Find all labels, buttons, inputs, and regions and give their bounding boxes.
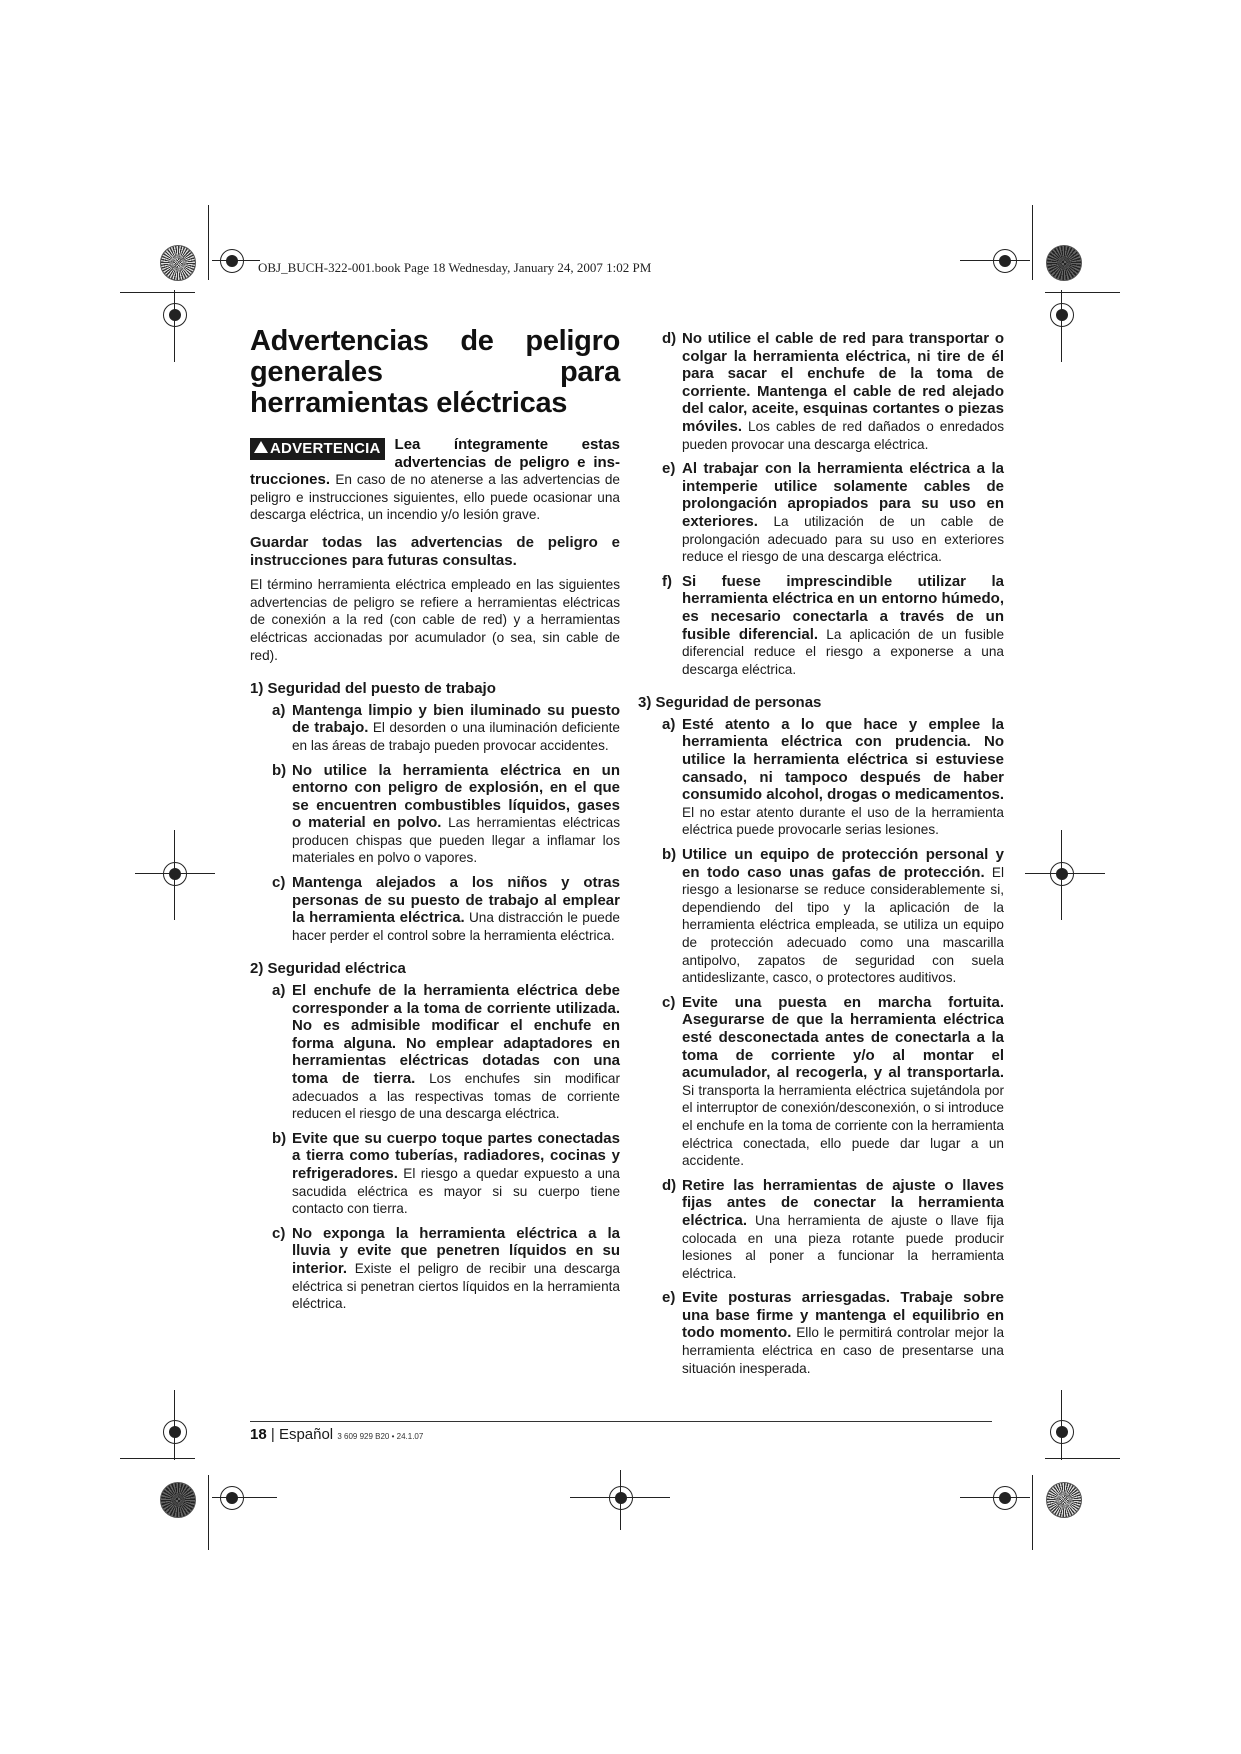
crop-mark <box>174 830 175 920</box>
crop-mark <box>208 205 209 280</box>
crop-mark <box>960 260 1030 261</box>
warning-paragraph <box>250 436 620 524</box>
list-item: c) Mantenga alejados a los niños y otras personas de su puesto de trabajo al emplear la herramienta eléctrica. Una distracción le puede hacer perder el control sobre la herramienta eléctrica. <box>272 874 620 943</box>
registration-target <box>1050 303 1074 327</box>
section-heading: 3) Seguridad de personas <box>638 694 822 712</box>
crop-mark <box>208 1475 209 1550</box>
keep-instructions: Guardar todas las advertencias de peligro e instrucciones para futuras consultas. <box>250 533 620 569</box>
crop-mark <box>174 290 175 362</box>
left-column <box>250 326 620 1320</box>
list-item: b) Utilice un equipo de protección personal y en todo caso unas gafas de protección. El riesgo a lesionarse se reduce considerablemente si, dependiendo del tipo y la aplicación de la herramienta eléctrica empleada, se utiliza un equipo de protección adecuado como una mascarilla antipolvo, zapatos de seguridad con suela antideslizante, casco, o protectores auditivos. <box>662 846 1004 986</box>
list-item: a) Esté atento a lo que hace y emplee la herramienta eléctrica con prudencia. No utilice la herramienta eléctrica si estuviese cansado, ni tampoco después de haber consumido alcohol, drogas o medicamentos. El no estar atento durante el uso de la herramienta eléctrica puede provocarle serias lesiones. <box>662 715 1004 838</box>
page-footer <box>250 1426 423 1443</box>
crop-mark <box>212 1497 277 1498</box>
warning-lead-bold: Lea íntegramente estas advertencias de peligro e ins- <box>394 436 620 471</box>
list-item: e) Evite posturas arriesgadas. Trabaje sobre una base firme y mantenga el equilibrio en todo momento. Ello le permitirá controlar mejor la herramienta eléctrica en caso de presentarse una situación inesperada. <box>662 1289 1005 1376</box>
footer-code: 3 609 929 B20 • 24.1.07 <box>337 1432 424 1441</box>
list-item: b) No utilice la herramienta eléctrica en un entorno con peligro de explosión, en el que se encuentren combustibles líquidos, gases o material en polvo. Las herramientas eléctricas producen chispas que pueden llegar a inflamar los materiales en polvo o vapores. <box>272 761 621 866</box>
crop-mark <box>620 1470 621 1530</box>
crop-mark <box>120 292 195 293</box>
warning-lead-bold-end: trucciones. <box>250 471 331 489</box>
crop-mark <box>1061 290 1062 362</box>
list-item: d) No utilice el cable de red para transportar o colgar la herramienta eléctrica, ni tire de él para sacar el enchufe de la toma de corriente. Mantenga el cable de red alejado del calor, aceite, esquinas cortantes o piezas móviles. Los cables de red dañados o enredados pueden provocar una descarga eléctrica. <box>662 330 1005 452</box>
crop-mark <box>960 1497 1030 1498</box>
list-item: c) Evite una puesta en marcha fortuita. Asegurarse de que la herramienta eléctrica esté desconectada antes de conectarla a la toma de corriente y/o al montar el acumulador, al recogerla, y al transportarla. Si transporta la herramienta eléctrica sujetándola por el interruptor de conexión/desconexión, o si introduce el enchufe en la toma de corriente con la herramienta eléctrica conectada, ello puede dar lugar a un accidente. <box>662 993 1004 1169</box>
registration-target <box>993 249 1017 273</box>
right-column <box>640 330 1004 1384</box>
color-wheel-mark <box>160 245 196 281</box>
list-item: b) Evite que su cuerpo toque partes conectadas a tierra como tuberías, radiadores, cocinas y refrigeradores. El riesgo a quedar expuesto a una sacudida eléctrica es mayor si su cuerpo tiene contacto con tierra. <box>272 1129 620 1217</box>
color-wheel-mark <box>1046 245 1082 281</box>
registration-target <box>163 303 187 327</box>
footer-rule <box>250 1421 992 1422</box>
color-wheel-mark <box>1046 1482 1082 1518</box>
footer-language: Español <box>278 1426 334 1443</box>
registration-target <box>993 1486 1017 1510</box>
list-item: f) Si fuese imprescindible utilizar la herramienta eléctrica en un entorno húmedo, es necesario conectarla a través de un fusible diferencial. La aplicación de un fusible diferencial reduce el riesgo a exponerse a una descarga eléctrica. <box>662 572 1005 677</box>
list-item: d) Retire las herramientas de ajuste o llaves fijas antes de conectar la herramienta eléctrica. Una herramienta de ajuste o llave fija colocada en una pieza rotante puede producir lesiones al poner a funcionar la herramienta eléctrica. <box>662 1176 1004 1281</box>
registration-target <box>609 1486 633 1510</box>
crop-mark <box>1032 205 1033 280</box>
crop-mark <box>1061 830 1062 920</box>
warning-lead-text: En caso de no atenerse a las advertencias de peligro e instrucciones siguientes, ello puede ocasionar una descarga eléctrica, un incendio y/o lesión grave. <box>250 472 620 523</box>
section-heading: 1) Seguridad del puesto de trabajo <box>250 680 496 698</box>
print-slug: OBJ_BUCH-322-001.book Page 18 Wednesday, January 24, 2007 1:02 PM <box>258 260 652 275</box>
crop-mark <box>1045 292 1120 293</box>
crop-mark <box>1061 1390 1062 1460</box>
color-wheel-mark <box>160 1482 196 1518</box>
registration-target <box>163 1420 187 1444</box>
crop-mark <box>135 873 215 874</box>
crop-mark <box>1025 873 1105 874</box>
list-item: a) El enchufe de la herramienta eléctrica debe corresponder a la toma de corriente utilizada. No es admisible modificar el enchufe en forma alguna. No emplear adaptadores en herramientas eléctricas dotadas con una toma de tierra. Los enchufes sin modificar adecuados a las respectivas tomas de corriente reducen el riesgo de una descarga eléctrica. <box>272 982 620 1122</box>
term-paragraph: El término herramienta eléctrica empleado en las siguientes advertencias de peligro se refiere a herramientas eléctricas de conexión a la red (con cable de red) y a herramientas eléctricas accionadas por acumulador (o sea, sin cable de red). <box>250 577 620 663</box>
list-item: c) No exponga la herramienta eléctrica a la lluvia y evite que penetren líquidos en su interior. Existe el peligro de recibir una descarga eléctrica si penetran ciertos líquidos en la herramienta eléctrica. <box>272 1224 620 1312</box>
page-number: 18 <box>250 1426 267 1443</box>
warning-triangle-icon <box>254 441 268 453</box>
registration-target <box>163 862 187 886</box>
list-item: a) Mantenga limpio y bien iluminado su puesto de trabajo. El desorden o una iluminación deficiente en las áreas de trabajo pueden provocar accidentes. <box>272 701 620 753</box>
registration-target <box>220 249 244 273</box>
page-title: Advertencias de peligro generales para herramientas eléctricas <box>250 325 620 419</box>
registration-target <box>1050 862 1074 886</box>
section-heading: 2) Seguridad eléctrica <box>250 960 406 978</box>
crop-mark <box>212 260 260 261</box>
registration-target <box>1050 1420 1074 1444</box>
footer-separator: | <box>270 1426 275 1443</box>
crop-mark <box>174 1390 175 1460</box>
list-item: e) Al trabajar con la herramienta eléctrica a la intemperie utilice solamente cables de prolongación apropiados para su uso en exteriores. La utilización de un cable de prolongación adecuado para su uso en exteriores reduce el riesgo de una descarga eléctrica. <box>662 460 1004 565</box>
crop-mark <box>120 1458 195 1459</box>
registration-target <box>220 1486 244 1510</box>
warning-badge: ADVERTENCIA <box>250 438 385 460</box>
crop-mark <box>1032 1475 1033 1550</box>
crop-mark <box>1045 1458 1120 1459</box>
